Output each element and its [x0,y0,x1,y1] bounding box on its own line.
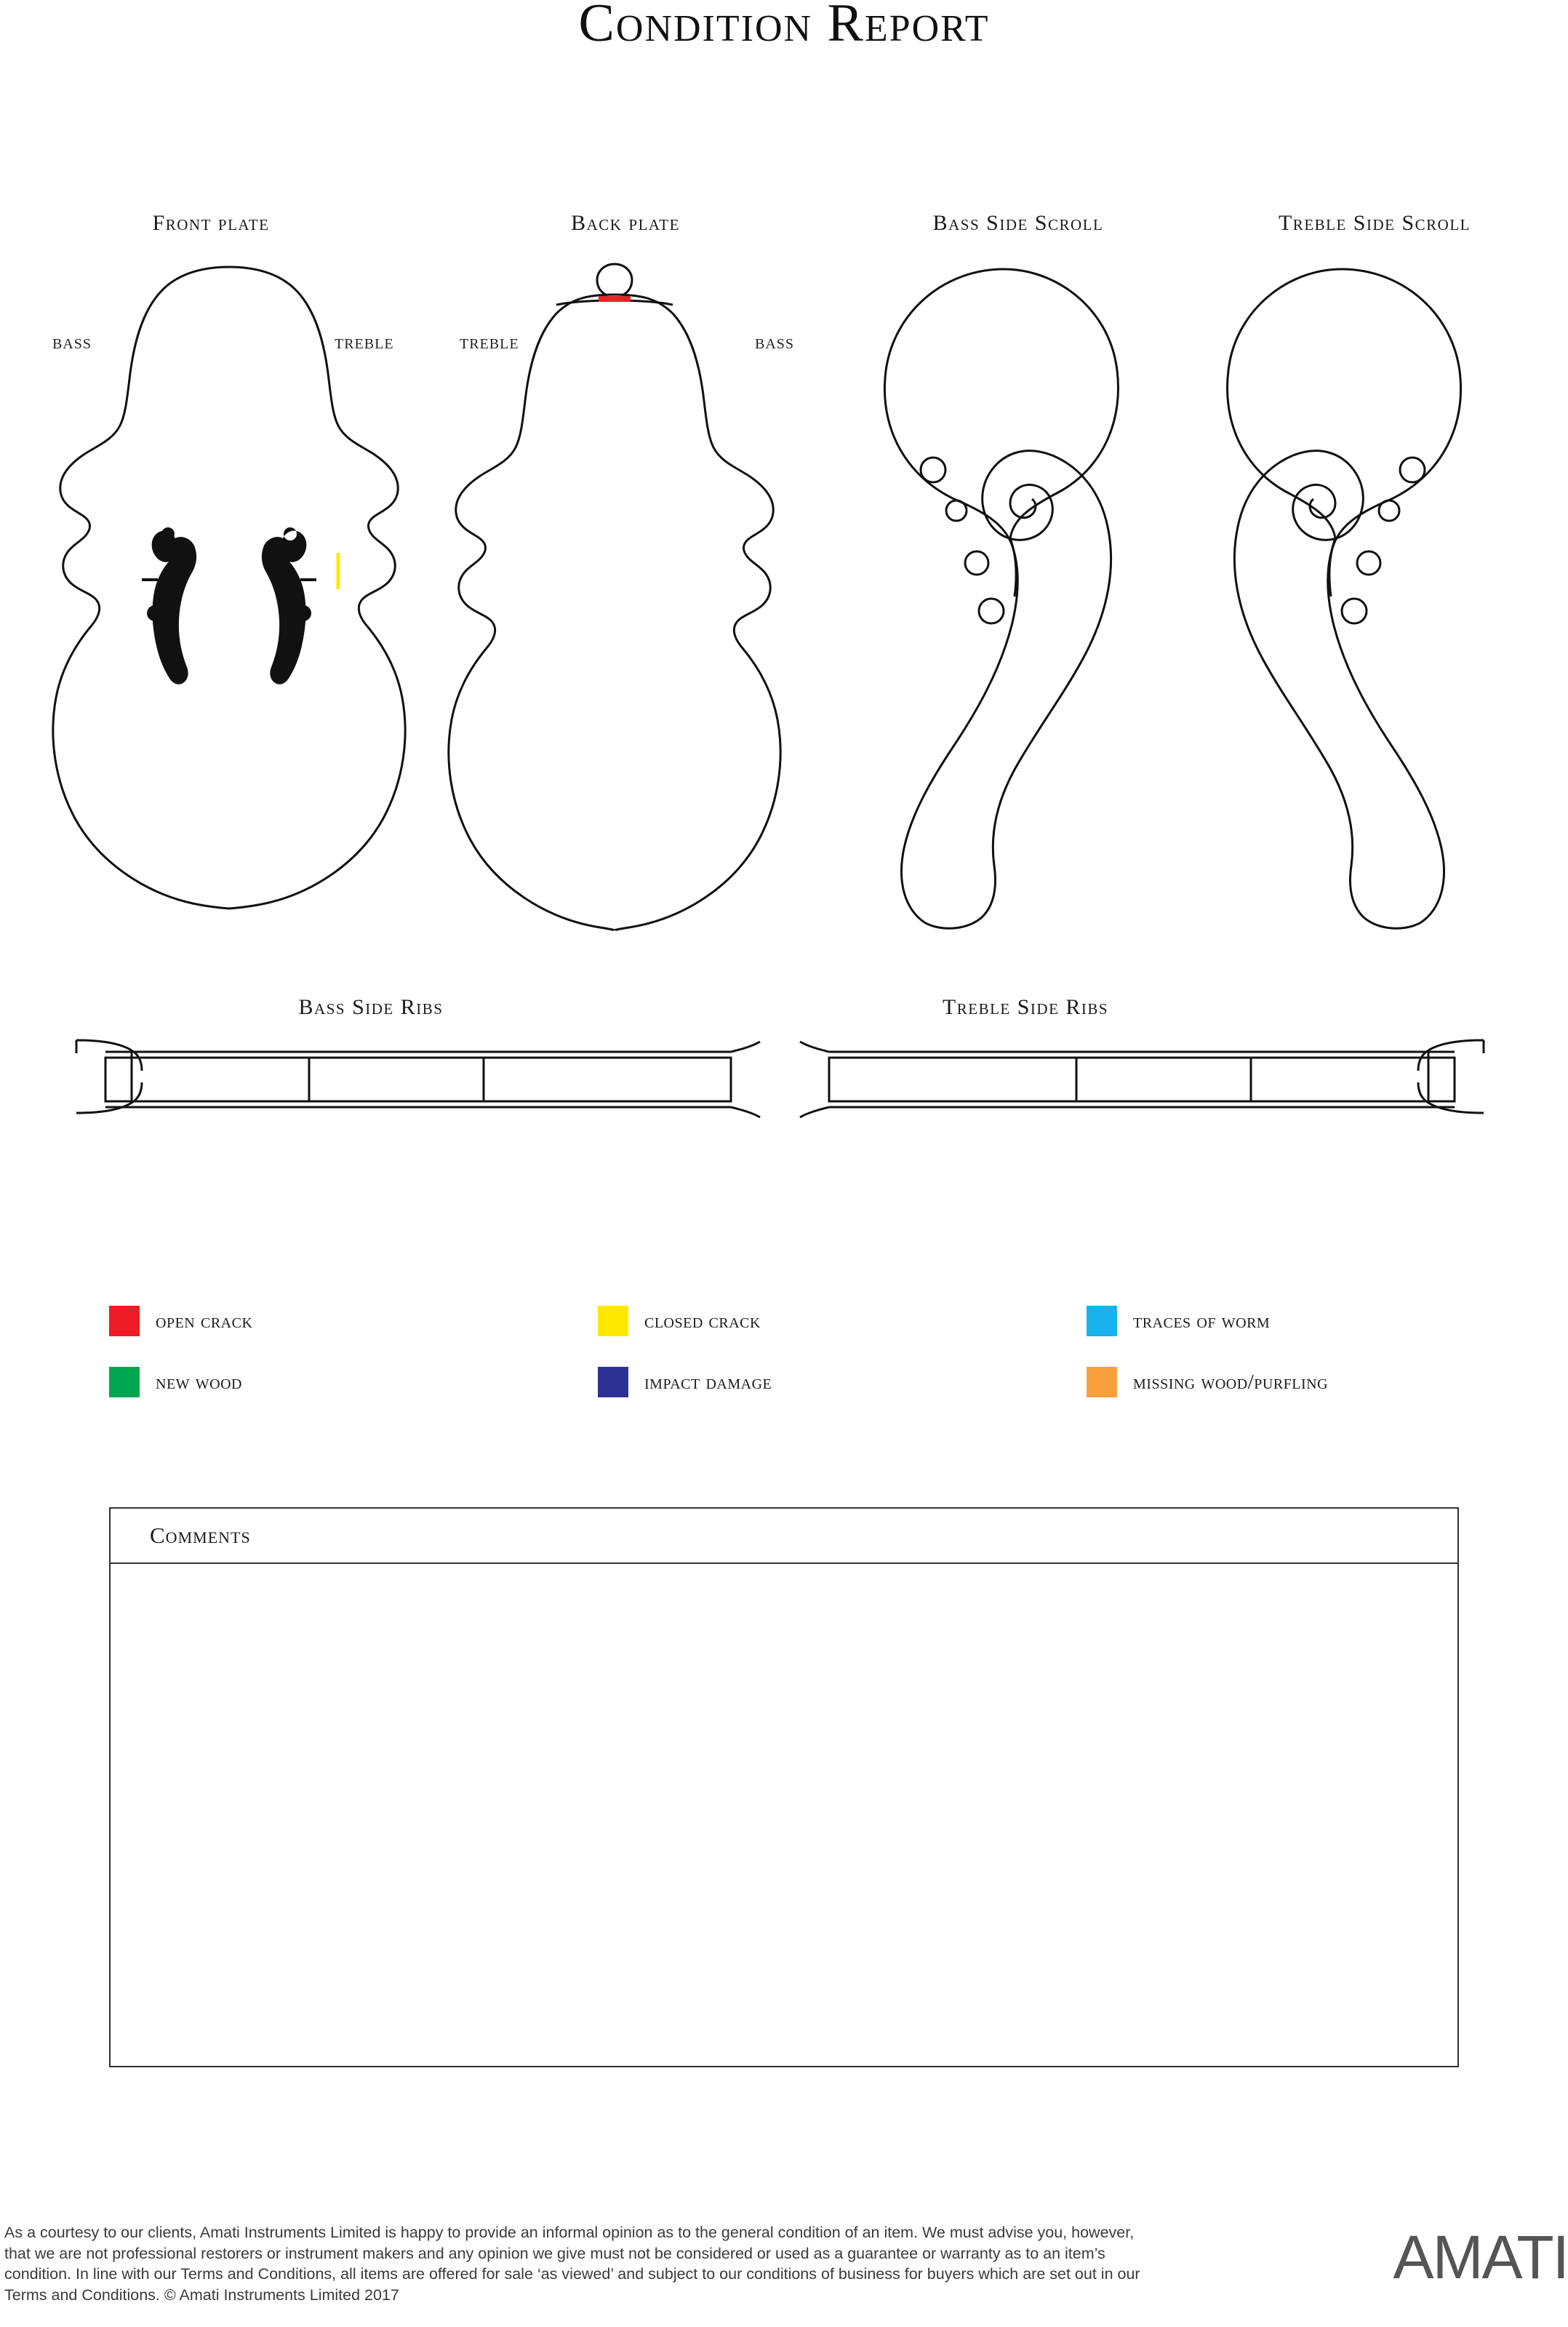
bass-side-ribs-diagram[interactable] [69,1031,767,1133]
swatch-impact-damage [598,1367,628,1397]
caption-bass-side-ribs: Bass Side Ribs [298,995,444,1019]
legend-label-traces-of-worm: traces of worm [1133,1309,1271,1333]
bass-side-scroll-diagram[interactable] [855,255,1167,946]
swatch-new-wood [109,1367,140,1397]
back-plate-diagram[interactable] [433,229,818,942]
comments-label: Comments [150,1522,251,1548]
legend-item-open-crack[interactable] [109,1306,598,1336]
swatch-traces-of-worm [1087,1306,1117,1336]
caption-treble-side-ribs: Treble Side Ribs [942,995,1109,1019]
back-plate-bass-label: BASS [755,336,795,352]
front-plate-bass-label: BASS [52,336,92,352]
legend-label-impact-damage: impact damage [644,1370,772,1394]
swatch-closed-crack [598,1306,628,1336]
caption-treble-side-scroll: Treble Side Scroll [1278,211,1471,235]
legend-label-new-wood: new wood [156,1370,242,1394]
amati-logo: AMATI [1393,2223,1568,2291]
legend-item-traces-of-worm[interactable] [1087,1306,1472,1336]
front-plate-diagram[interactable] [33,251,425,942]
comments-header [111,1509,1457,1564]
treble-side-ribs-diagram[interactable] [793,1031,1491,1133]
footer-disclaimer: As a courtesy to our clients, Amati Instruments Limited is happy to provide an informal opinion as to the general condition of an item. We must advise you, however, that we are not professional restorers or instrument makers and any opinion we give must not be considered or used as a guarantee or warranty as to an item’s condition. In line with our Terms and Conditions, all items are offered for sale ‘as viewed’ and subject to our conditions of business for buyers which are set out in our Terms and Conditions. © Amati Instruments Limited 2017 [4,2224,1140,2304]
comments-box [109,1507,1459,2067]
caption-bass-side-scroll: Bass Side Scroll [932,211,1104,235]
legend-label-missing-wood-purfling: missing wood/purfling [1133,1370,1329,1394]
treble-side-scroll-diagram[interactable] [1178,255,1491,946]
legend-item-closed-crack[interactable] [598,1306,1087,1336]
legend-row-1 [109,1306,1476,1336]
legend-item-new-wood[interactable] [109,1367,598,1397]
front-plate-treble-label: TREBLE [335,336,394,352]
caption-back-plate: Back plate [571,211,680,235]
damage-legend [109,1306,1476,1428]
legend-label-open-crack: open crack [156,1309,253,1333]
legend-label-closed-crack: closed crack [644,1309,761,1333]
swatch-missing-wood-purfling [1087,1367,1117,1397]
back-plate-treble-label: TREBLE [460,336,519,352]
legend-item-impact-damage[interactable] [598,1367,1087,1397]
legend-item-missing-wood-purfling[interactable] [1087,1367,1472,1397]
legend-row-2 [109,1367,1476,1397]
caption-front-plate: Front plate [152,211,270,235]
comments-input[interactable] [111,1564,1457,2067]
page-title: Condition Report [578,0,990,53]
swatch-open-crack [109,1306,140,1336]
back-plate-mark-open-crack [599,296,631,302]
